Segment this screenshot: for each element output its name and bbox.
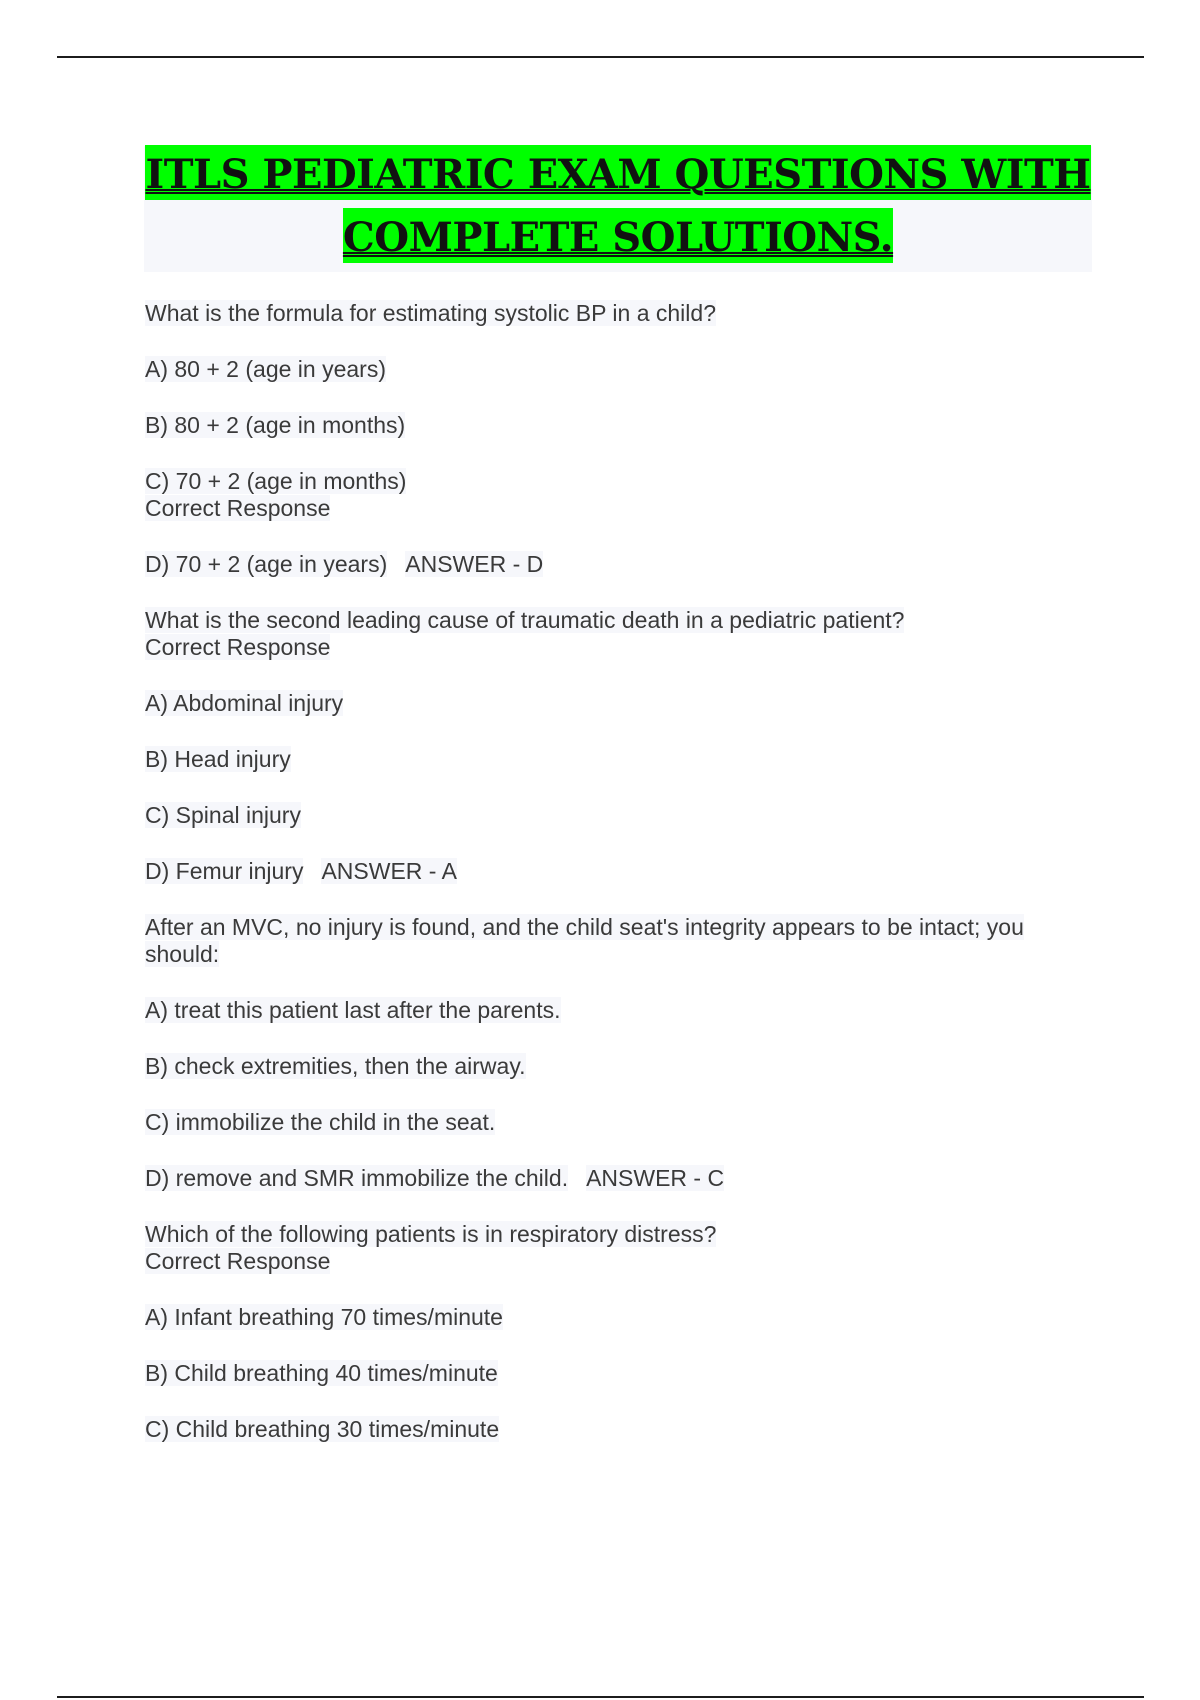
paragraph-line: [145, 1360, 1075, 1387]
paragraph-line: [145, 1053, 1075, 1080]
line-text: What is the second leading cause of traumatic death in a pediatric patient?: [145, 607, 905, 633]
paragraph-line: [145, 412, 1075, 439]
line-text: After an MVC, no injury is found, and the child seat's integrity appears to be intact; you: [145, 914, 1024, 940]
line-text: A) Infant breathing 70 times/minute: [145, 1304, 503, 1330]
question-paragraph: [145, 997, 1075, 1024]
answer-key: ANSWER - D: [405, 551, 544, 577]
paragraph-line: [145, 1248, 1075, 1275]
paragraph-line: [145, 468, 1075, 495]
question-paragraph: [145, 1109, 1075, 1136]
paragraph-line: [145, 858, 1075, 885]
header-rule: [57, 56, 1144, 58]
question-paragraph: [145, 1360, 1075, 1387]
line-text: C) Child breathing 30 times/minute: [145, 1416, 500, 1442]
paragraph-line: [145, 746, 1075, 773]
paragraph-line: [145, 914, 1075, 941]
question-paragraph: [145, 1416, 1075, 1443]
paragraph-line: [145, 607, 1075, 634]
line-text: Correct Response: [145, 634, 331, 660]
paragraph-line: [145, 1416, 1075, 1443]
title-line-2: [144, 209, 1092, 272]
line-text: B) 80 + 2 (age in months): [145, 412, 406, 438]
paragraph-line: [145, 1221, 1075, 1248]
line-text: D) Femur injury: [145, 858, 304, 884]
answer-key: ANSWER - A: [321, 858, 457, 884]
line-text: should:: [145, 941, 220, 967]
footer-rule: [57, 1696, 1144, 1698]
question-paragraph: [145, 914, 1075, 968]
paragraph-line: [145, 300, 1075, 327]
question-paragraph: [145, 858, 1075, 885]
question-paragraph: [145, 746, 1075, 773]
title-line-1: [144, 146, 1092, 209]
line-text: Correct Response: [145, 495, 331, 521]
line-text: B) Head injury: [145, 746, 291, 772]
paragraph-line: [145, 495, 1075, 522]
title-text-1: ITLS PEDIATRIC EXAM QUESTIONS WITH: [145, 145, 1090, 200]
line-text: D) 70 + 2 (age in years): [145, 551, 388, 577]
paragraph-line: [145, 690, 1075, 717]
paragraph-line: [145, 551, 1075, 578]
line-text: C) 70 + 2 (age in months): [145, 468, 407, 494]
answer-key: ANSWER - C: [586, 1165, 725, 1191]
paragraph-line: [145, 356, 1075, 383]
question-paragraph: [145, 356, 1075, 383]
question-paragraph: [145, 1165, 1075, 1192]
question-paragraph: [145, 690, 1075, 717]
paragraph-line: [145, 941, 1075, 968]
question-paragraph: [145, 802, 1075, 829]
question-paragraph: [145, 468, 1075, 522]
paragraph-line: [145, 802, 1075, 829]
question-paragraph: [145, 607, 1075, 661]
line-text: Correct Response: [145, 1248, 331, 1274]
question-paragraph: [145, 551, 1075, 578]
line-text: Which of the following patients is in respiratory distress?: [145, 1221, 717, 1247]
line-text: C) immobilize the child in the seat.: [145, 1109, 496, 1135]
question-list: [145, 300, 1075, 1472]
line-text: What is the formula for estimating systolic BP in a child?: [145, 300, 716, 326]
paragraph-line: [145, 1304, 1075, 1331]
paragraph-line: [145, 634, 1075, 661]
title-text-2: COMPLETE SOLUTIONS.: [343, 208, 893, 263]
question-paragraph: [145, 300, 1075, 327]
paragraph-line: [145, 1109, 1075, 1136]
line-text: B) Child breathing 40 times/minute: [145, 1360, 498, 1386]
paragraph-line: [145, 1165, 1075, 1192]
document-title: [144, 146, 1092, 272]
question-paragraph: [145, 1304, 1075, 1331]
line-text: A) 80 + 2 (age in years): [145, 356, 386, 382]
question-paragraph: [145, 412, 1075, 439]
line-text: B) check extremities, then the airway.: [145, 1053, 526, 1079]
line-text: A) Abdominal injury: [145, 690, 344, 716]
paragraph-line: [145, 997, 1075, 1024]
line-text: C) Spinal injury: [145, 802, 301, 828]
line-text: A) treat this patient last after the parents.: [145, 997, 561, 1023]
question-paragraph: [145, 1053, 1075, 1080]
line-text: D) remove and SMR immobilize the child.: [145, 1165, 569, 1191]
question-paragraph: [145, 1221, 1075, 1275]
